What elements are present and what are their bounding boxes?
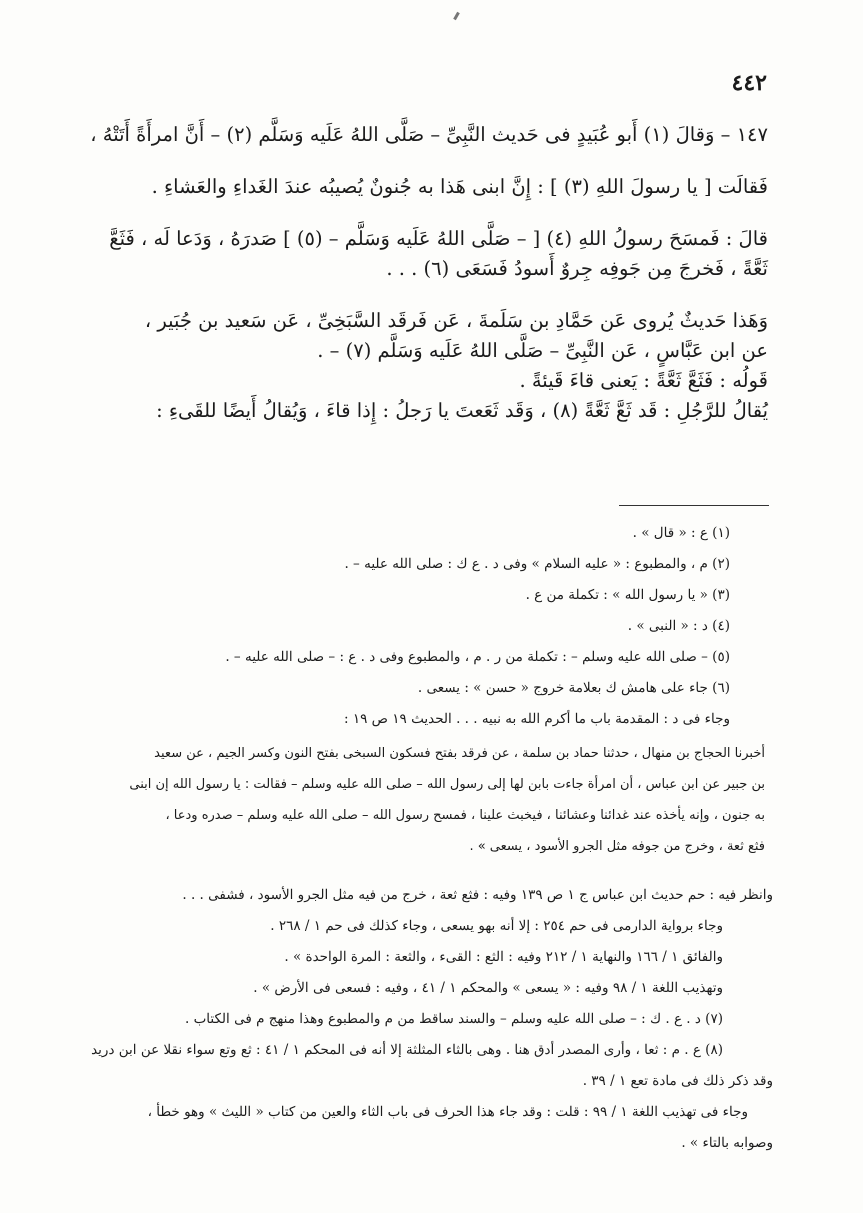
footnote: (٨) ع . م : ثعا ، وأرى المصدر أدق هنا . وهى بالثاء المثلثة إلا أنه فى المحكم ١ / ٤١ : ثع وتع سواء نقلا عن ابن دريد <box>91 1042 723 1058</box>
main-text-line: ثَعَّةً ، فَخرجَ مِن جَوفِه جِروٌ أَسودُ فَسَعَى (٦) . . . <box>386 257 768 280</box>
main-text-line: قَولُه : فَثَعَّ ثَعَّةً : يَعنى قاءَ قَيئةً . <box>519 369 768 392</box>
quote-line: فثع ثعة ، وخرج من جوفه مثل الجرو الأسود ، يسعى » . <box>469 839 765 854</box>
footnote-separator <box>619 505 769 506</box>
footnotes <box>95 518 755 735</box>
footnote: (٢) م ، والمطبوع : « عليه السلام » وفى د . ع ك : صلى الله عليه – . <box>344 556 730 572</box>
footnote: والفائق ١ / ١٦٦ والنهاية ١ / ٢١٢ وفيه : الثع : القىء ، والثعة : المرة الواحدة » . <box>284 949 723 965</box>
scan-speck <box>453 12 460 20</box>
footnote: (٧) د . ع . ك : – صلى الله عليه وسلم – والسند ساقط من م والمطبوع وهذا منهج م فى الكتاب . <box>184 1011 723 1027</box>
footnote: وقد ذكر ذلك فى مادة تعع ١ / ٣٩ . <box>582 1073 773 1089</box>
footnotes-continued <box>90 880 773 1159</box>
main-text-line: عن ابن عَبَّاسٍ ، عَن النَّبِىِّ – صَلَّى اللهُ عَلَيه وَسَلَّم (٧) – . <box>317 339 768 362</box>
footnote: وجاء فى تهذيب اللغة ١ / ٩٩ : قلت : وقد جاء هذا الحرف فى باب الثاء والعين من كتاب « الليث » وهو خطأ ، <box>147 1104 748 1120</box>
footnote: وجاء فى د : المقدمة باب ما أكرم الله به نبيه . . . الحديث ١٩ ص ١٩ : <box>344 711 730 727</box>
main-text-line: فَقالَت [ يا رسولَ اللهِ (٣) ] : إِنَّ ابنى هَذا به جُنونٌ يُصيبُه عندَ الغَداءِ والعَشاءِ . <box>151 175 768 198</box>
footnote: (٥) – صلى الله عليه وسلم – : تكملة من ر . م ، والمطبوع وفى د . ع : – صلى الله عليه – . <box>225 649 730 665</box>
quote-line: به جنون ، وإنه يأخذه عند غدائنا وعشائنا ، فيخبث علينا ، فمسح رسول الله – صلى الله عليه وسلم – صدره ودعا ، <box>165 808 765 823</box>
main-text-line: وَهَذا حَديثٌ يُروى عَن حَمَّادِ بن سَلَمةَ ، عَن فَرقَد السَّبَخِىِّ ، عَن سَعيد بن جُبَير ، <box>144 309 768 332</box>
footnote: وجاء برواية الدارمى فى حم ٢٥٤ : إلا أنه بهو يسعى ، وجاء كذلك فى حم ١ / ٢٦٨ . <box>270 918 723 934</box>
main-text-line: ١٤٧ – وَقالَ (١) أَبو عُبَيدٍ فى حَديث النَّبِىِّ – صَلَّى اللهُ عَلَيه وَسَلَّم (٢) – أَنَّ امرأَةً أَتَتْهُ ، <box>90 123 768 146</box>
footnote: وصوابه بالتاء » . <box>681 1135 773 1151</box>
main-text-line: يُقالُ للرَّجُلِ : قَد ثَعَّ ثَعَّةً (٨) ، وَقَد ثَعَعتَ يا رَجلُ : إِذا قاءَ ، وَيُقالُ أَيضًا للقَىءِ : <box>156 399 768 422</box>
footnote: (٦) جاء على هامش ك بعلامة خروج « حسن » : يسعى . <box>417 680 730 696</box>
page-number: ٤٤٢ <box>731 70 767 96</box>
quoted-hadith <box>90 738 765 862</box>
main-text <box>80 120 768 426</box>
footnote: وتهذيب اللغة ١ / ٩٨ وفيه : « يسعى » والمحكم ١ / ٤١ ، وفيه : فسعى فى الأرض » . <box>253 980 723 996</box>
quote-line: بن جبير عن ابن عباس ، أن امرأة جاءت بابن لها إلى رسول الله – صلى الله عليه وسلم – فقالت : يا رسول الله إن ابنى <box>129 777 765 792</box>
footnote: (٣) « يا رسول الله » : تكملة من ع . <box>525 587 730 603</box>
main-text-line: قالَ : فَمسَحَ رسولُ اللهِ (٤) [ – صَلَّى اللهُ عَلَيه وَسَلَّم – (٥) ] صَدرَهُ ، وَدَعا لَه ، فَثَعَّ <box>109 227 768 250</box>
footnote: وانظر فيه : حم حديث ابن عباس ج ١ ص ١٣٩ وفيه : فثع ثعة ، خرج من فيه مثل الجرو الأسود ، فشفى . . . <box>182 887 773 903</box>
quote-line: أخبرنا الحجاج بن منهال ، حدثنا حماد بن سلمة ، عن فرقد بفتح فسكون السبخى بفتح النون وكسر الجيم ، عن سعيد <box>154 746 765 761</box>
footnote: (١) ع : « قال » . <box>632 525 730 541</box>
footnote: (٤) د : « النبى » . <box>627 618 730 634</box>
